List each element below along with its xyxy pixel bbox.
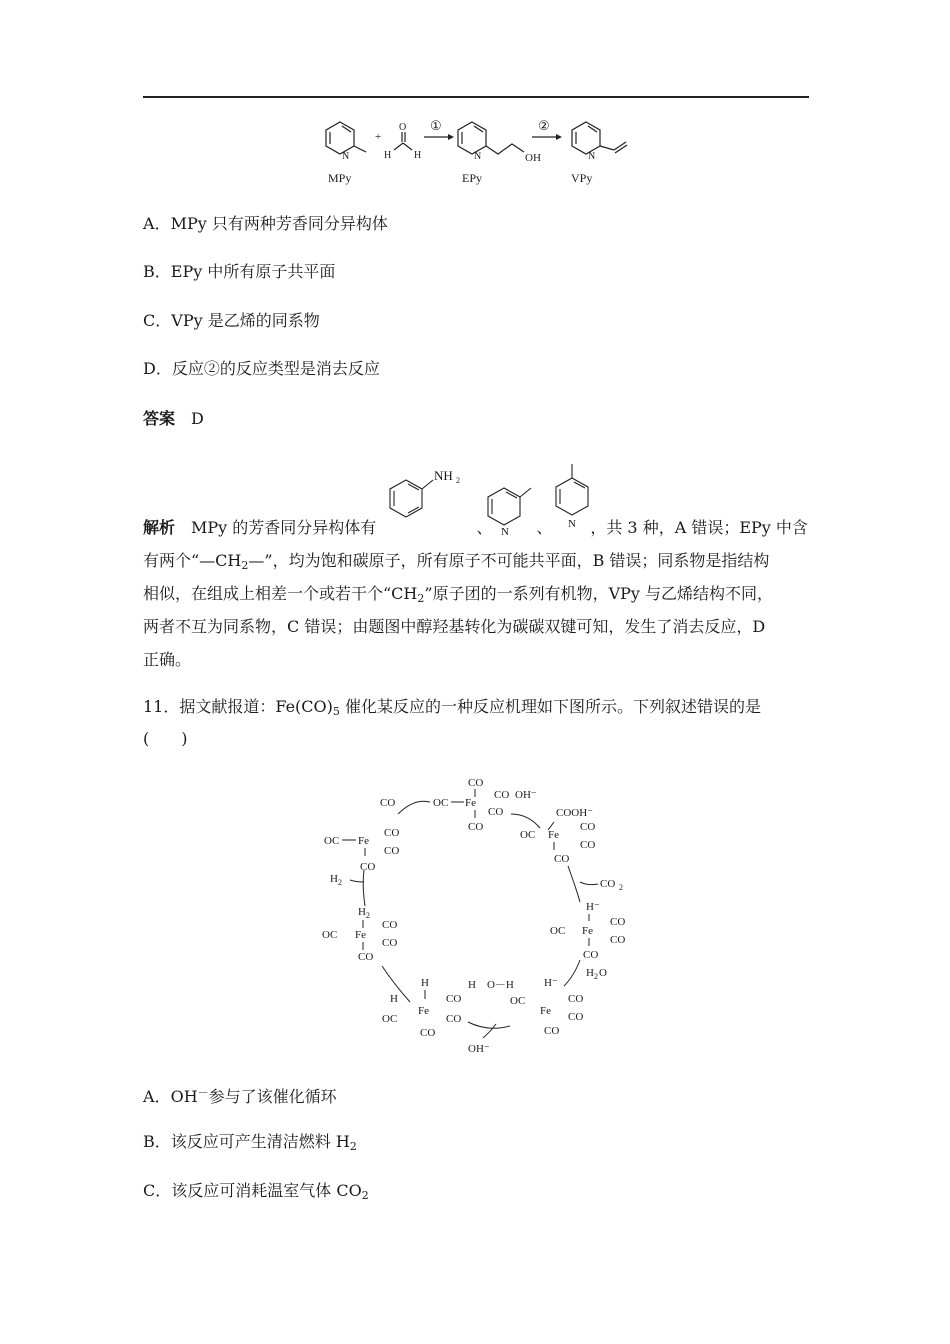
- svg-text:OH⁻: OH⁻: [468, 1043, 490, 1055]
- svg-text:H: H: [586, 967, 594, 979]
- svg-text:CO: CO: [468, 777, 484, 789]
- answer-label: 答案: [143, 409, 176, 428]
- option-letter: C: [143, 311, 156, 330]
- svg-text:CO: CO: [446, 993, 462, 1005]
- mpy-n: N: [342, 151, 350, 162]
- option-text: MPy 只有两种芳香同分异构体: [170, 214, 388, 233]
- step-2-label: ②: [538, 118, 550, 133]
- svg-text:O: O: [599, 967, 607, 979]
- svg-text:CO: CO: [384, 827, 400, 839]
- epy-structure: [458, 122, 524, 154]
- svg-text:H O－H: H O－H: [468, 979, 514, 991]
- svg-text:OC: OC: [433, 797, 449, 809]
- svg-text:H⁻: H⁻: [586, 901, 600, 913]
- vpy-label: VPy: [571, 171, 593, 185]
- svg-text:CO: CO: [488, 806, 504, 818]
- arrow-2-head: [556, 134, 562, 140]
- analysis-text-2: ，共 3 种，A 错误；EPy 中含: [590, 518, 808, 537]
- mpy-structure: [326, 122, 366, 154]
- fe-right-middle: Fe: [582, 925, 593, 937]
- svg-text:CO: CO: [494, 789, 510, 801]
- q11-option-c: C．该反应可消耗温室气体 $CO_2$: [143, 1181, 369, 1202]
- 4-methylpyridine-structure: [556, 464, 588, 515]
- svg-text:CO: CO: [600, 878, 616, 890]
- aniline-structure: [390, 480, 433, 517]
- option-text: 反应②的反应类型是消去反应: [171, 359, 380, 378]
- arrow-1-head: [448, 134, 454, 140]
- aniline-nh: NH: [434, 468, 453, 483]
- fe-left-upper: Fe: [358, 835, 369, 847]
- svg-text:CO: CO: [580, 839, 596, 851]
- svg-text:OC: OC: [324, 835, 340, 847]
- option-text: VPy 是乙烯的同系物: [171, 311, 320, 330]
- fe-bottom-middle: Fe: [418, 1005, 429, 1017]
- option-letter: A: [143, 214, 155, 233]
- q10-option-a: A．MPy 只有两种芳香同分异构体: [143, 214, 388, 233]
- svg-text:CO: CO: [380, 797, 396, 809]
- analysis-line-2: 有两个“$—CH_2—$”，均为饱和碳原子，所有原子不可能共平面，B 错误；同系物是指结构: [143, 551, 770, 572]
- answer-line: [143, 408, 204, 430]
- svg-text:CO: CO: [610, 916, 626, 928]
- q10-option-c: C．VPy 是乙烯的同系物: [143, 311, 320, 330]
- svg-text:2: 2: [619, 883, 623, 892]
- analysis-line-1: [143, 517, 808, 539]
- top-rule: [143, 96, 809, 98]
- mpy-label: MPy: [328, 171, 352, 185]
- epy-oh: OH: [525, 152, 541, 164]
- ald-h1: H: [384, 150, 392, 161]
- epy-n: N: [474, 151, 482, 162]
- ald-h2: H: [414, 150, 422, 161]
- fe-top: Fe: [465, 797, 476, 809]
- q11-option-a: A．OH－参与了该催化循环: [143, 1086, 337, 1106]
- catalytic-cycle: [318, 770, 638, 1060]
- option-text: EPy 中所有原子共平面: [170, 262, 336, 281]
- analysis-label: 解析: [143, 518, 176, 537]
- svg-text:OH⁻: OH⁻: [515, 789, 537, 801]
- svg-text:2: 2: [594, 972, 598, 981]
- formaldehyde-structure: [394, 132, 412, 150]
- svg-text:OC: OC: [550, 925, 566, 937]
- svg-text:OC: OC: [382, 1013, 398, 1025]
- svg-text:2: 2: [338, 878, 342, 887]
- svg-text:CO: CO: [360, 861, 376, 873]
- q10-option-d: D．反应②的反应类型是消去反应: [143, 359, 380, 378]
- svg-text:2: 2: [366, 911, 370, 920]
- step-1-label: ①: [430, 118, 442, 133]
- plus-sign: +: [375, 131, 382, 143]
- svg-text:CO: CO: [382, 937, 398, 949]
- analysis-line-3: 相似，在组成上相差一个或若干个“$CH_2$”原子团的一系列有机物，VPy 与乙烯结构不同，: [143, 584, 774, 605]
- q11-stem: 11．据文献报道：$Fe(CO)_5$ 催化某反应的一种反应机理如下图所示。下列叙述错误的是: [143, 697, 761, 718]
- svg-text:CO: CO: [446, 1013, 462, 1025]
- fe-left-middle: Fe: [355, 929, 366, 941]
- separator-2: 、: [536, 518, 553, 537]
- ald-o: O: [399, 122, 407, 133]
- svg-text:CO: CO: [420, 1027, 436, 1039]
- vpy-n: N: [588, 151, 596, 162]
- svg-text:CO: CO: [544, 1025, 560, 1037]
- svg-text:H: H: [390, 993, 398, 1005]
- svg-text:OC: OC: [322, 929, 338, 941]
- svg-text:CO: CO: [384, 845, 400, 857]
- svg-text:CO: CO: [382, 919, 398, 931]
- fe-right-upper: Fe: [548, 829, 559, 841]
- svg-text:CO: CO: [610, 934, 626, 946]
- analysis-text-1: MPy 的芳香同分异构体有: [191, 518, 377, 537]
- svg-text:OC: OC: [510, 995, 526, 1007]
- q11-option-b: B．该反应可产生清洁燃料 $H_2$: [143, 1132, 357, 1153]
- q11-paren: ( ): [143, 729, 188, 748]
- aniline-nh-sub: 2: [456, 476, 460, 485]
- option-letter: D: [143, 359, 156, 378]
- q10-option-b: B．EPy 中所有原子共平面: [143, 262, 336, 281]
- svg-text:COOH⁻: COOH⁻: [556, 807, 593, 819]
- fe-bottom-right: Fe: [540, 1005, 551, 1017]
- svg-text:CO: CO: [358, 951, 374, 963]
- analysis-line-5: 正确。: [143, 650, 192, 669]
- option-letter: B: [143, 262, 155, 281]
- svg-text:H⁻: H⁻: [544, 977, 558, 989]
- svg-text:CO: CO: [468, 821, 484, 833]
- vpy-structure: [572, 122, 627, 154]
- analysis-line-4: 两者不互为同系物，C 错误；由题图中醇羟基转化为碳碳双键可知，发生了消去反应，D: [143, 617, 766, 636]
- separator-1: 、: [476, 518, 493, 537]
- svg-text:CO: CO: [568, 1011, 584, 1023]
- svg-text:H: H: [421, 977, 429, 989]
- answer-value: D: [191, 409, 204, 428]
- svg-text:H: H: [358, 906, 366, 918]
- svg-text:CO: CO: [568, 993, 584, 1005]
- svg-text:CO: CO: [554, 853, 570, 865]
- reaction-scheme: [320, 110, 640, 190]
- epy-label: EPy: [462, 171, 483, 185]
- pyridine-n-2: N: [568, 518, 576, 530]
- svg-text:CO: CO: [580, 821, 596, 833]
- svg-text:CO: CO: [583, 949, 599, 961]
- pyridine-n-1: N: [501, 526, 509, 538]
- svg-text:H: H: [330, 873, 338, 885]
- svg-text:OC: OC: [520, 829, 536, 841]
